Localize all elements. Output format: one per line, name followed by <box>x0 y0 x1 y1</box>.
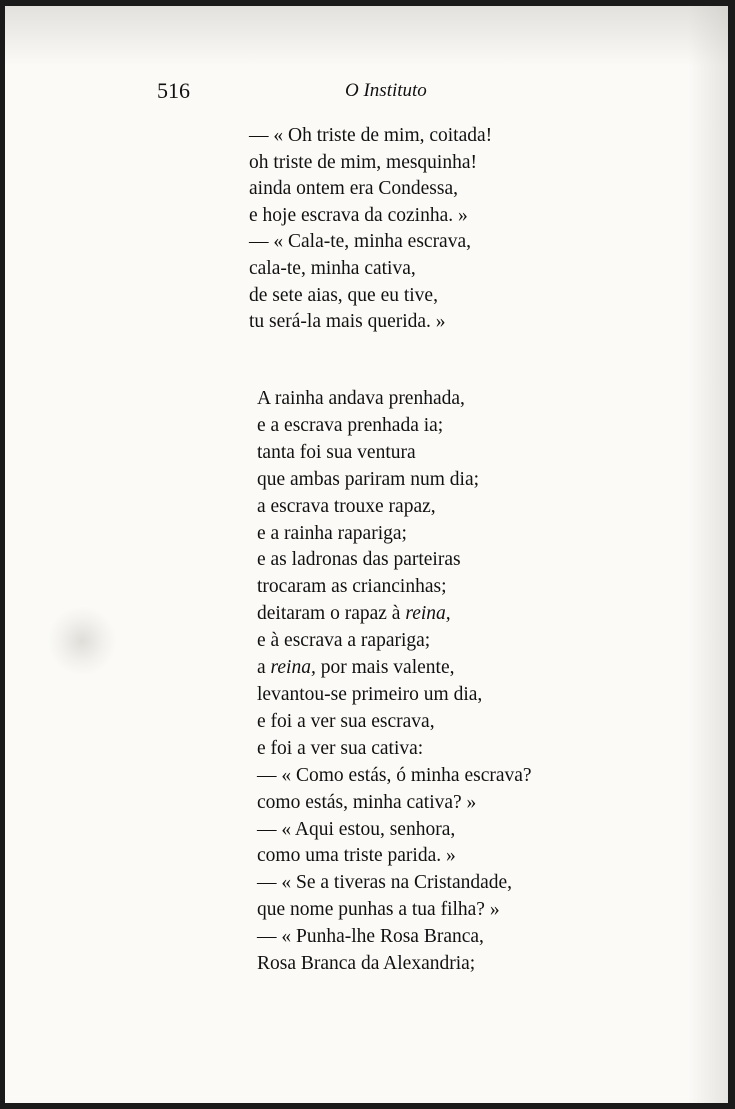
verse-line: levantou-se primeiro um dia, <box>257 683 483 705</box>
italic-word: reina, <box>270 657 316 679</box>
verse-line: como estás, minha cativa? » <box>257 791 477 813</box>
paper-stain <box>47 606 117 676</box>
verse-line-with-italic <box>257 655 532 682</box>
verse-line: de sete aias, que eu tive, <box>249 284 438 306</box>
verse-line: tanta foi sua ventura <box>257 441 416 463</box>
verse-line: e à escrava a rapariga; <box>257 630 431 652</box>
verse-line: e as ladronas das parteiras <box>257 549 461 571</box>
verse-line: como uma triste parida. » <box>257 845 456 867</box>
verse-text: deitaram o rapaz à <box>257 603 406 625</box>
verse-line: — « Como estás, ó minha escrava? <box>257 764 532 786</box>
verse-line: cala-te, minha cativa, <box>249 257 416 279</box>
page-shadow-top <box>5 6 728 66</box>
verse-line: — « Cala-te, minha escrava, <box>249 231 471 253</box>
page-header <box>5 78 728 108</box>
stanza-2 <box>257 386 532 978</box>
verse-line: trocaram as criancinhas; <box>257 576 447 598</box>
italic-word: reina, <box>405 603 451 625</box>
verse-line: a escrava trouxe rapaz, <box>257 495 436 517</box>
verse-line: — « Oh triste de mim, coitada! <box>249 125 493 146</box>
verse-line: tu será-la mais querida. » <box>249 311 446 333</box>
page-number: 516 <box>157 78 190 103</box>
verse-line-with-italic <box>257 601 532 628</box>
verse-line: — « Aqui estou, senhora, <box>257 818 456 840</box>
verse-line: — « Punha-lhe Rosa Branca, <box>257 926 484 948</box>
verse-line: que nome punhas a tua filha? » <box>257 899 500 921</box>
verse-line: oh triste de mim, mesquinha! <box>249 151 478 173</box>
verse-line: e a rainha rapariga; <box>257 522 407 544</box>
verse-line: ainda ontem era Condessa, <box>249 178 459 200</box>
verse-line: e a escrava prenhada ia; <box>257 414 444 436</box>
book-page <box>5 6 728 1103</box>
verse-line: e hoje escrava da cozinha. » <box>249 204 468 226</box>
verse-text: a <box>257 657 271 679</box>
running-title: O Instituto <box>345 80 427 101</box>
verse-line: — « Se a tiveras na Cristandade, <box>257 872 513 894</box>
verse-line: e foi a ver sua cativa: <box>257 737 424 759</box>
page-shadow-right <box>688 6 728 1103</box>
verse-line: Rosa Branca da Alexandria; <box>257 953 476 975</box>
verse-line: e foi a ver sua escrava, <box>257 710 435 732</box>
stanza-1 <box>249 123 492 336</box>
verse-line: A rainha andava prenhada, <box>257 388 465 409</box>
verse-line: que ambas pariram num dia; <box>257 468 480 490</box>
verse-text: por mais valente, <box>315 657 455 679</box>
